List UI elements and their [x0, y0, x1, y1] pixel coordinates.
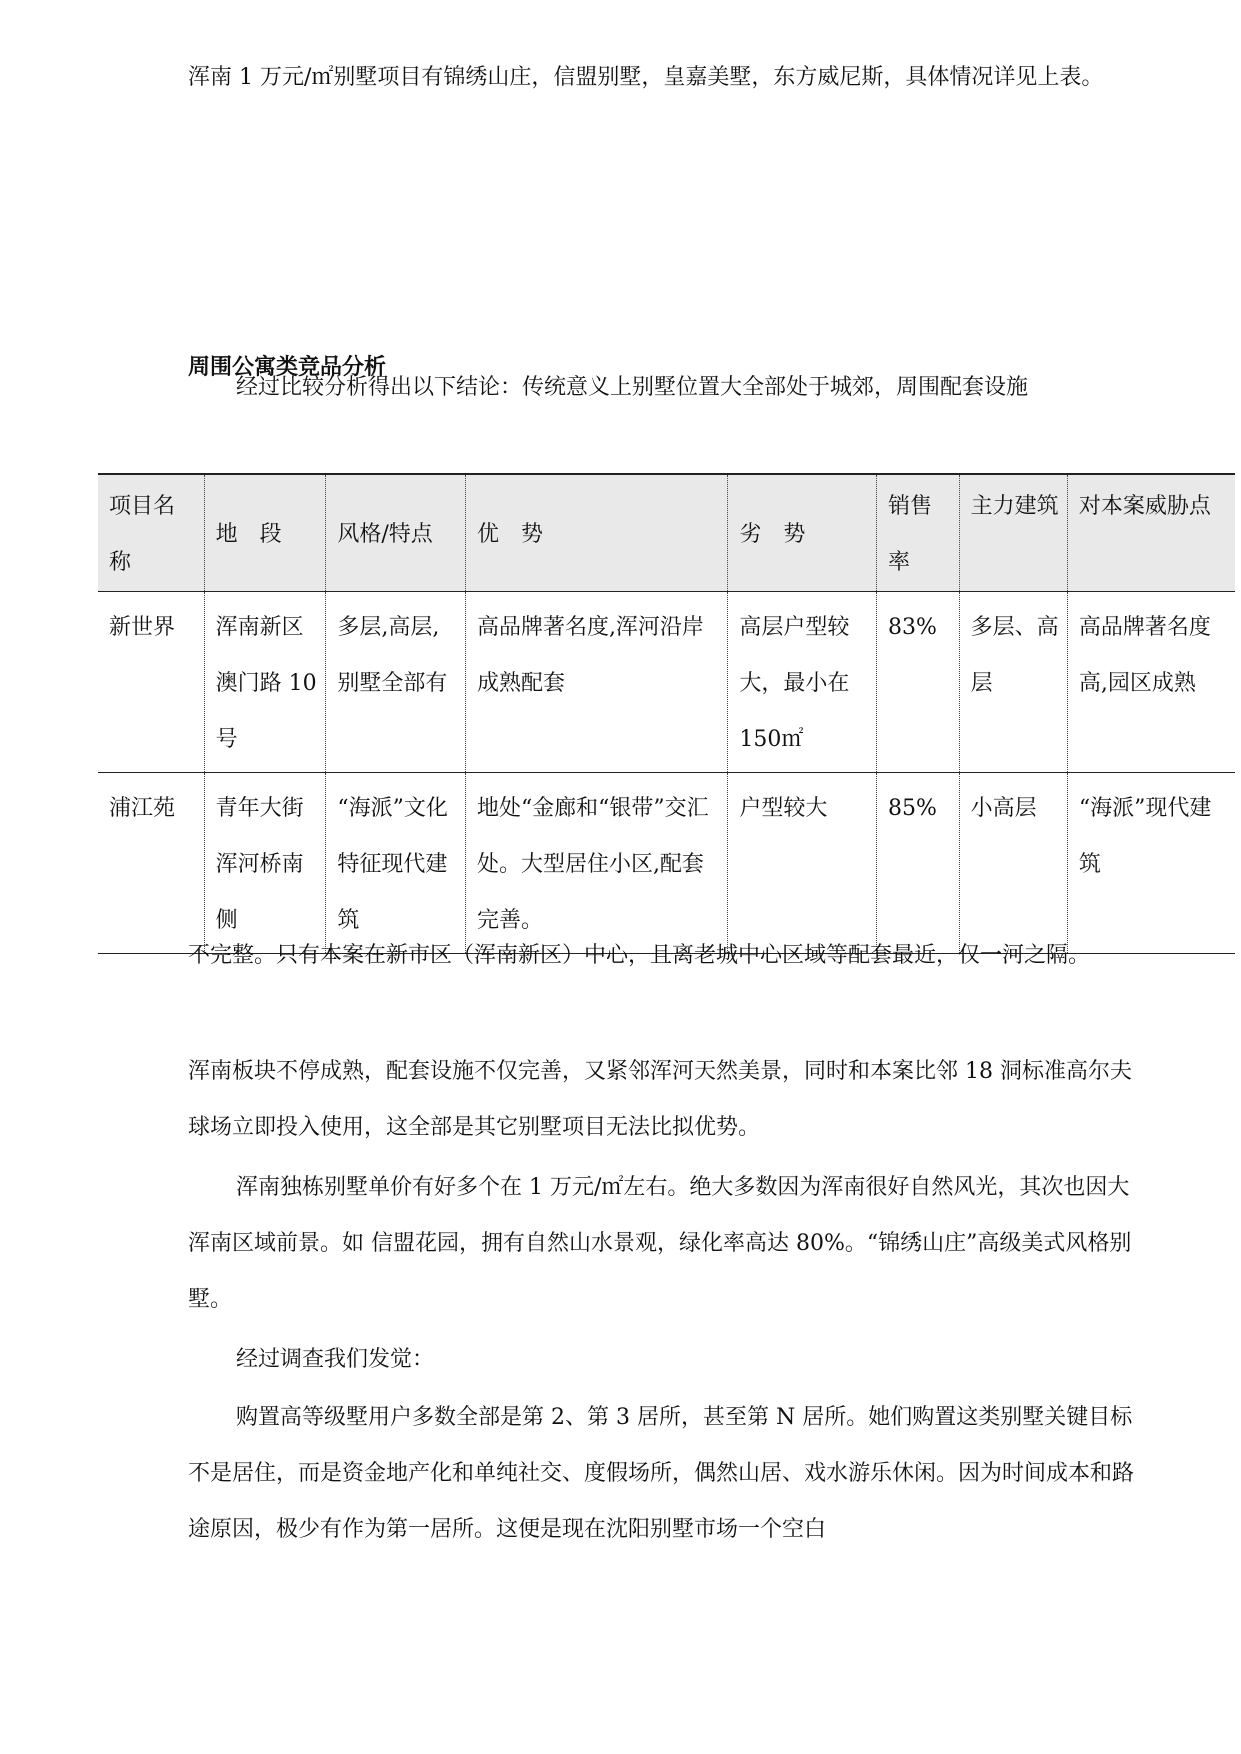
table-row [98, 773, 1235, 954]
table-cell: 浦江苑 [98, 773, 204, 954]
table-cell: 小高层 [959, 773, 1067, 954]
table-cell: 浑南新区澳门路 10 号 [204, 592, 326, 773]
header-project-name: 项目名称 [98, 474, 204, 592]
table-cell: “海派”现代建筑 [1067, 773, 1235, 954]
table-cell: 户型较大 [728, 773, 877, 954]
competitor-table [98, 473, 1235, 954]
header-location: 地 段 [204, 474, 326, 592]
table-cell: 83% [876, 592, 959, 773]
table-cell: 85% [876, 773, 959, 954]
header-main-building: 主力建筑 [959, 474, 1067, 592]
body-paragraph-4: 经过调查我们发觉： [236, 1347, 435, 1372]
table-cell: 高品牌著名度,浑河沿岸成熟配套 [465, 592, 727, 773]
intro-paragraph: 浑南 1 万元/㎡别墅项目有锦绣山庄，信盟别墅，皇嘉美墅，东方威尼斯，具体情况详见上表。 [188, 65, 1104, 90]
header-style: 风格/特点 [326, 474, 466, 592]
table-cell: 青年大街浑河桥南侧 [204, 773, 326, 954]
table-cell: 新世界 [98, 592, 204, 773]
table-cell: 多层,高层,别墅全部有 [326, 592, 466, 773]
section-heading: 周围公寓类竞品分析 [188, 355, 387, 380]
table-header-row [98, 474, 1235, 592]
table-cell: 高层户型较大，最小在 150㎡ [728, 592, 877, 773]
body-paragraph-3: 浑南独栋别墅单价有好多个在 1 万元/㎡左右。绝大多数因为浑南很好自然风光，其次也因大浑南区域前景。如 信盟花园，拥有自然山水景观，绿化率高达 80%。“锦绣山庄”高级美式风格别墅。 [188, 1175, 1132, 1312]
section-lead-paragraph: 经过比较分析得出以下结论：传统意义上别墅位置大全部处于城郊，周围配套设施 [236, 375, 1029, 400]
header-threat: 对本案威胁点 [1067, 474, 1235, 592]
body-paragraph-2: 浑南板块不停成熟，配套设施不仅完善，又紧邻浑河天然美景，同时和本案比邻 18 洞标准高尔夫球场立即投入使用，这全部是其它别墅项目无法比拟优势。 [188, 1059, 1132, 1140]
body-paragraph-1: 不完整。只有本案在新市区（浑南新区）中心，且离老城中心区域等配套最近，仅一河之隔。 [188, 943, 1091, 968]
table-cell: 多层、高层 [959, 592, 1067, 773]
table-row [98, 592, 1235, 773]
header-sales-rate: 销售率 [876, 474, 959, 592]
table-cell: 地处“金廊和“银带”交汇处。大型居住小区,配套完善。 [465, 773, 727, 954]
header-advantages: 优 势 [465, 474, 727, 592]
table-cell: “海派”文化特征现代建筑 [326, 773, 466, 954]
body-paragraph-5: 购置高等级墅用户多数全部是第 2、第 3 居所，甚至第 N 居所。她们购置这类别墅关键目标不是居住，而是资金地产化和单纯社交、度假场所，偶然山居、戏水游乐休闲。因为时间成本和路途原因，极少有作为第一居所。这便是现在沈阳别墅市场一个空白 [188, 1405, 1135, 1542]
header-disadvantages: 劣 势 [728, 474, 877, 592]
table-cell: 高品牌著名度高,园区成熟 [1067, 592, 1235, 773]
